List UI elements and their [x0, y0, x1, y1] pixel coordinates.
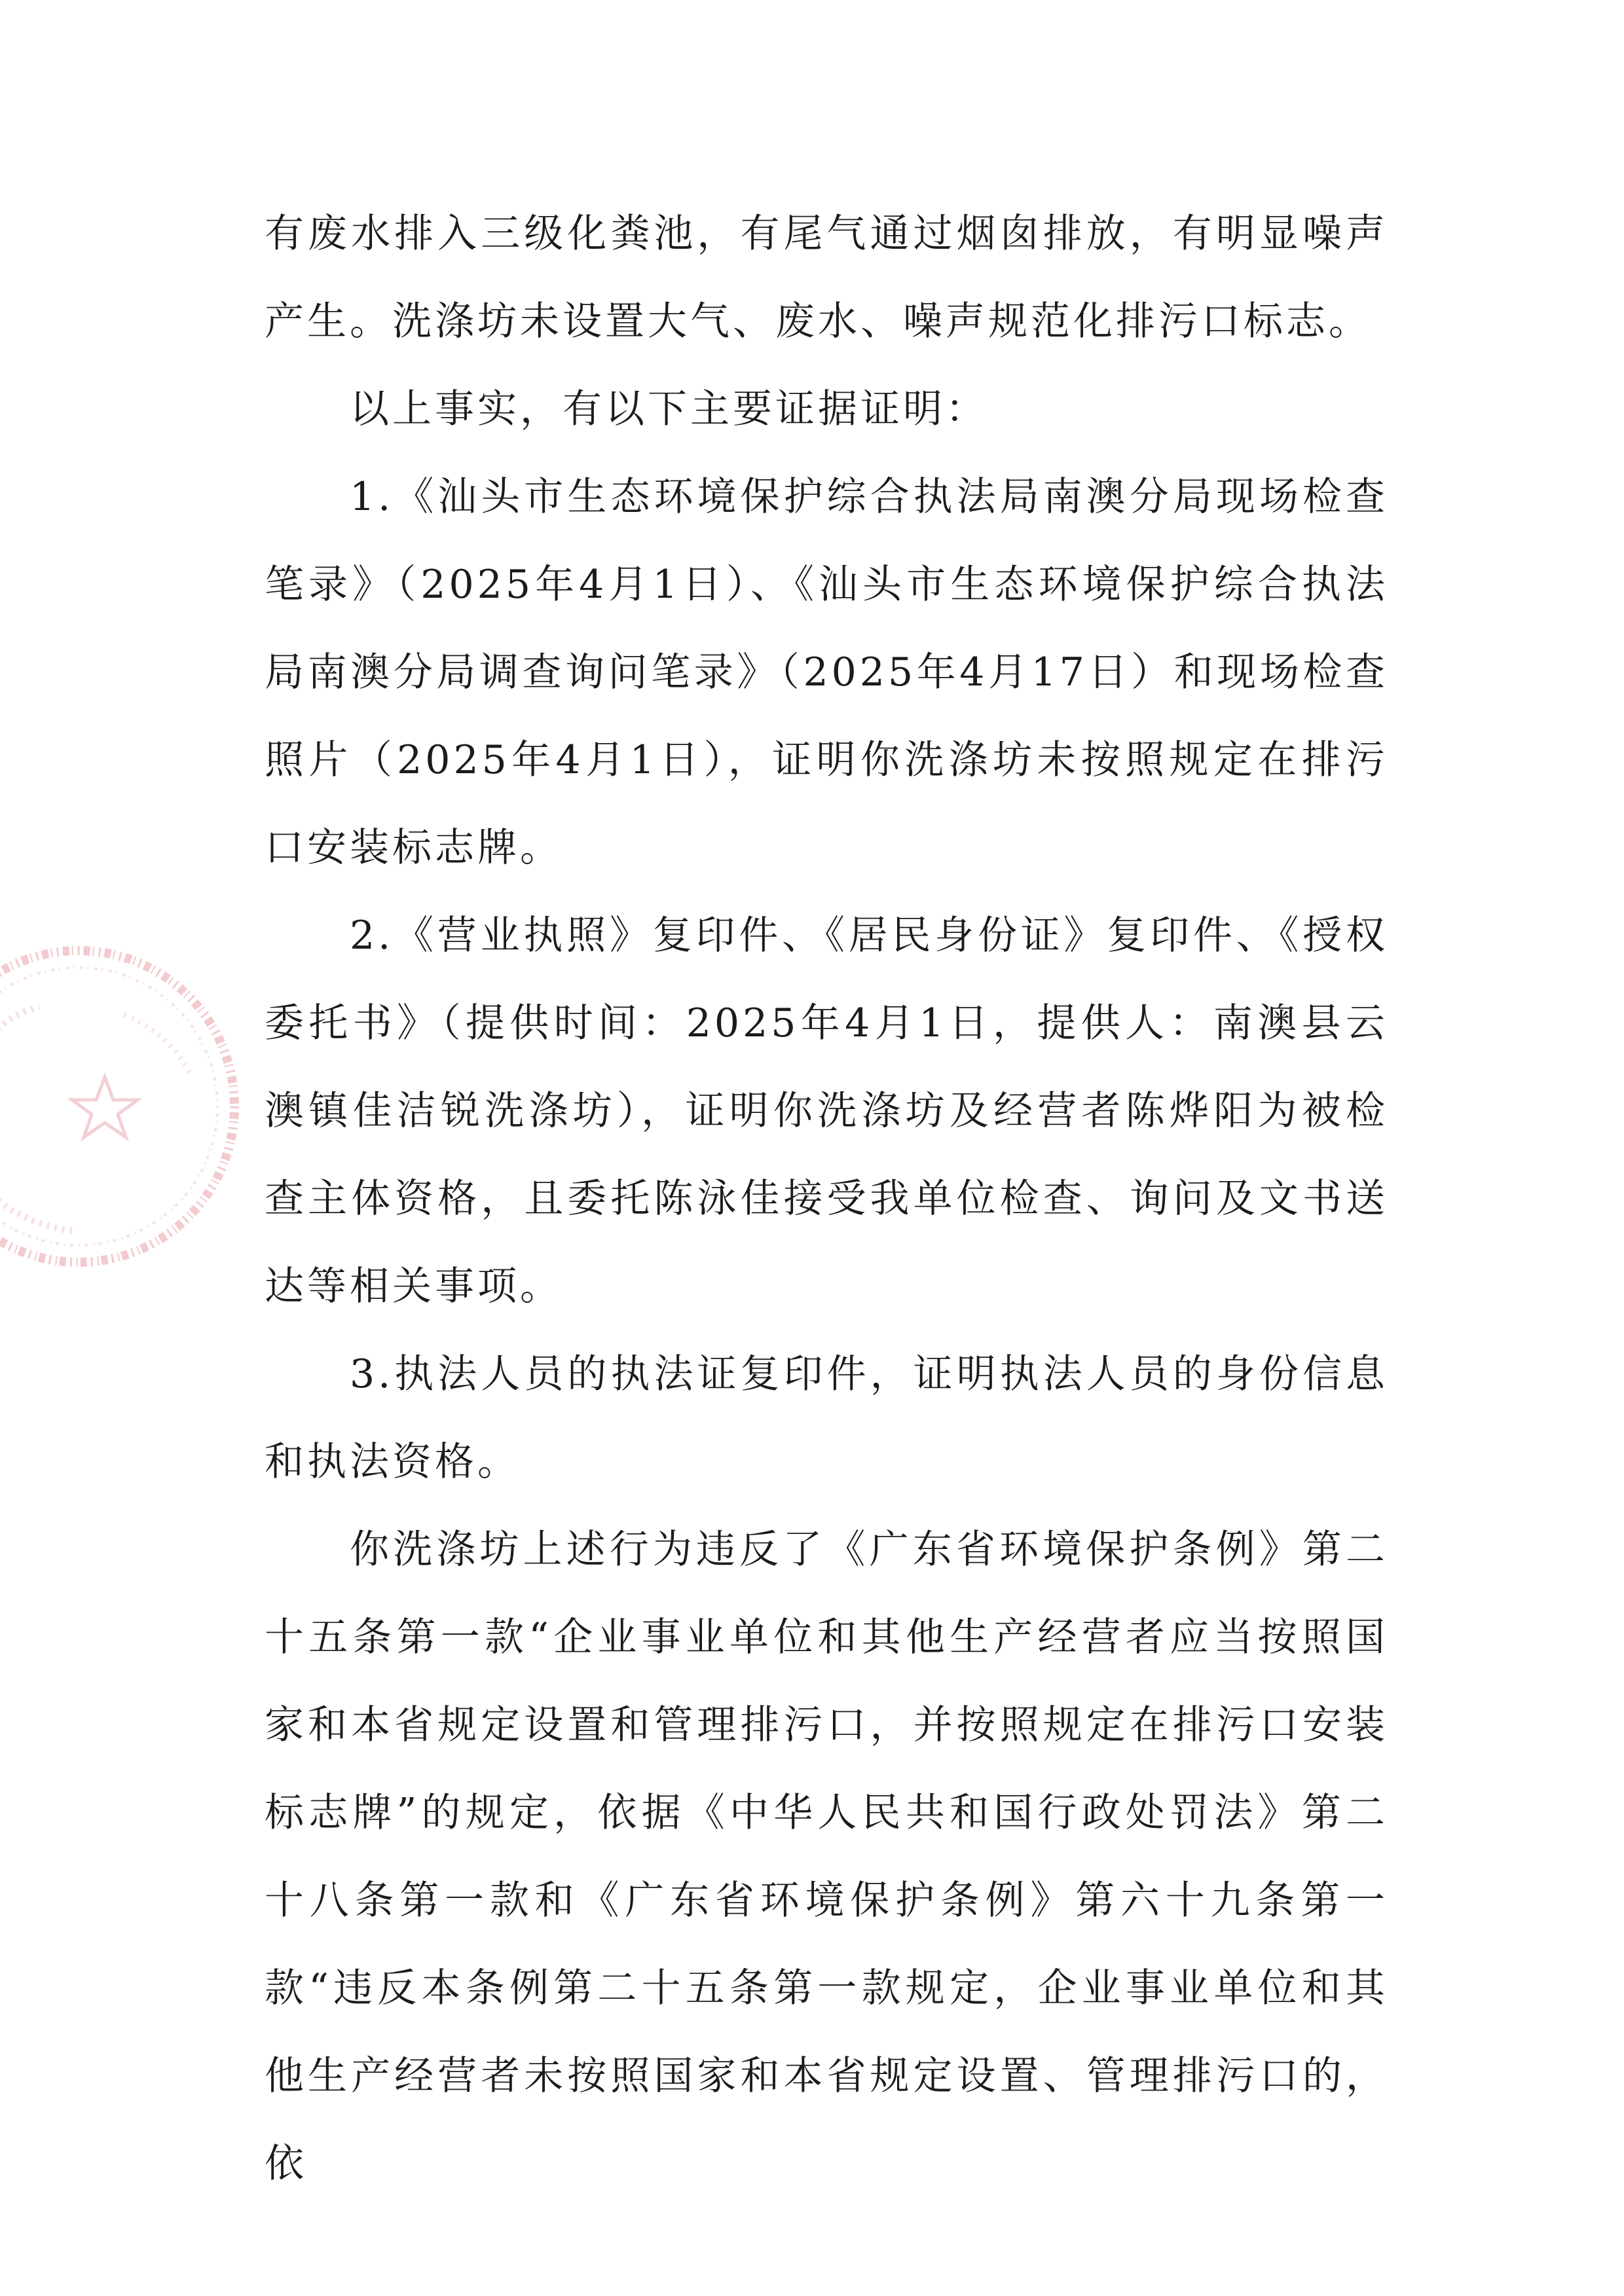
- paragraph-evidence-2: 2.《营业执照》复印件、《居民身份证》复印件、《授权委托书》（提供时间：2025年4月1日，提供人：南澳县云澳镇佳洁锐洗涤坊），证明你洗涤坊及经营者陈烨阳为被检查主体资格，且委托陈泳佳接受我单位检查、询问及文书送达等相关事项。: [265, 913, 1388, 1309]
- official-seal-icon: [0, 936, 249, 1277]
- paragraph-evidence-3: 3.执法人员的执法证复印件，证明执法人员的身份信息和执法资格。: [265, 1351, 1388, 1485]
- document-body: [265, 190, 1388, 2208]
- paragraph-legal-basis: 你洗涤坊上述行为违反了《广东省环境保护条例》第二十五条第一款“企业事业单位和其他生产经营者应当按照国家和本省规定设置和管理排污口，并按照规定在排污口安装标志牌”的规定，依据《中华人民共和国行政处罚法》第二十八条第一款和《广东省环境保护条例》第六十九条第一款“违反本条例第二十五条第一款规定，企业事业单位和其他生产经营者未按照国家和本省规定设置、管理排污口的，依: [265, 1527, 1388, 2187]
- paragraph-evidence-1: 1.《汕头市生态环境保护综合执法局南澳分局现场检查笔录》（2025年4月1日）、《汕头市生态环境保护综合执法局南澳分局调查询问笔录》（2025年4月17日）和现场检查照片（2025年4月1日），证明你洗涤坊未按照规定在排污口安装标志牌。: [265, 474, 1388, 871]
- paragraph-evidence-intro: 以上事实，有以下主要证据证明：: [350, 386, 988, 432]
- paragraph-continuation: 有废水排入三级化粪池，有尾气通过烟囱排放，有明显噪声产生。洗涤坊未设置大气、废水、噪声规范化排污口标志。: [265, 211, 1388, 344]
